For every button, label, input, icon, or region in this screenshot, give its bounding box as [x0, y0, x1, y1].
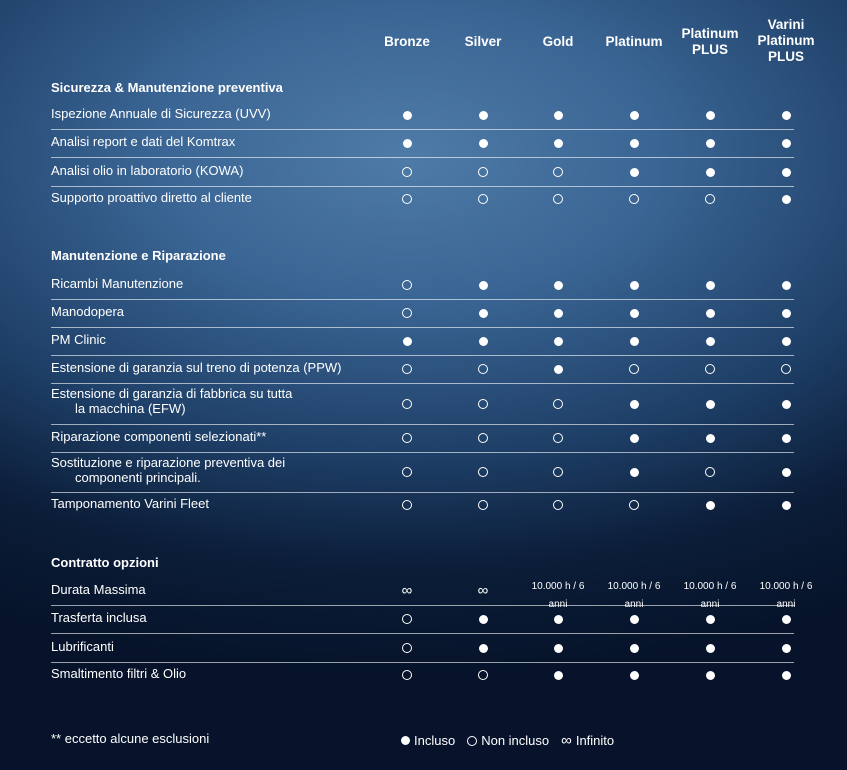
row-value: [372, 430, 442, 448]
row-label-line1: Riparazione componenti selezionati**: [51, 429, 267, 444]
row-value: [599, 464, 669, 482]
row-value: [599, 277, 669, 295]
included-dot-icon: [782, 501, 791, 510]
included-dot-icon: [403, 111, 412, 120]
included-dot-icon: [706, 671, 715, 680]
row-value: [448, 361, 518, 379]
table-row: [51, 157, 794, 187]
not-included-circle-icon: [467, 736, 477, 746]
included-dot-icon: [706, 281, 715, 290]
not-included-circle-icon: [781, 364, 791, 374]
row-value: [599, 361, 669, 379]
table-row: [51, 452, 794, 493]
row-value: [751, 640, 821, 658]
row-label: [51, 386, 292, 416]
not-included-circle-icon: [478, 670, 488, 680]
row-label: [51, 360, 342, 375]
included-dot-icon: [630, 168, 639, 177]
row-value: [523, 640, 593, 658]
included-dot-icon: [706, 168, 715, 177]
included-dot-icon: [630, 281, 639, 290]
row-label-line1: Sostituzione e riparazione preventiva dei: [51, 455, 286, 470]
row-value: [523, 135, 593, 153]
included-dot-icon: [782, 309, 791, 318]
duration-text: 10.000 h / 6 anni: [759, 581, 813, 610]
row-value: [448, 430, 518, 448]
included-dot-icon: [554, 644, 563, 653]
row-value: [448, 640, 518, 658]
row-value: [523, 107, 593, 125]
not-included-circle-icon: [629, 194, 639, 204]
section-title: Contratto opzioni: [51, 555, 159, 570]
table-row: [51, 186, 794, 212]
row-label-line2: componenti principali.: [75, 470, 201, 485]
row-value: [751, 333, 821, 351]
row-value: [751, 497, 821, 515]
row-label-line1: Estensione di garanzia sul treno di potenza (PPW): [51, 360, 342, 375]
tier-header: Platinum PLUS: [681, 26, 739, 57]
infinity-icon: ∞: [477, 582, 489, 599]
row-value: [523, 611, 593, 629]
included-dot-icon: [630, 671, 639, 680]
included-dot-icon: [630, 337, 639, 346]
included-dot-icon: [630, 111, 639, 120]
included-dot-icon: [782, 111, 791, 120]
row-value: [372, 164, 442, 182]
table-row: [51, 327, 794, 356]
row-value: [751, 396, 821, 414]
row-value: [448, 582, 518, 600]
included-dot-icon: [630, 615, 639, 624]
not-included-circle-icon: [402, 467, 412, 477]
included-dot-icon: [782, 434, 791, 443]
included-dot-icon: [630, 400, 639, 409]
row-label-line1: Durata Massima: [51, 582, 146, 597]
row-value: [675, 464, 745, 482]
included-dot-icon: [479, 111, 488, 120]
row-value: [448, 107, 518, 125]
row-label-line1: PM Clinic: [51, 332, 106, 347]
row-label: [51, 455, 285, 485]
row-value: [675, 497, 745, 515]
row-value: [523, 164, 593, 182]
not-included-circle-icon: [478, 364, 488, 374]
row-value: [448, 611, 518, 629]
not-included-circle-icon: [705, 364, 715, 374]
included-dot-icon: [706, 111, 715, 120]
included-dot-icon: [403, 337, 412, 346]
not-included-circle-icon: [402, 280, 412, 290]
row-value: [372, 497, 442, 515]
row-value: [599, 497, 669, 515]
row-label: [51, 276, 183, 291]
row-value: [372, 277, 442, 295]
included-dot-icon: [630, 139, 639, 148]
row-value: [448, 164, 518, 182]
row-label: [51, 190, 252, 205]
table-row: [51, 101, 794, 130]
row-value: [751, 277, 821, 295]
row-label: [51, 163, 243, 178]
tier-header: Bronze: [384, 34, 430, 49]
table-row: [51, 662, 794, 688]
table-row: [51, 355, 794, 384]
not-included-circle-icon: [705, 467, 715, 477]
not-included-circle-icon: [478, 500, 488, 510]
table-row: [51, 605, 794, 634]
row-label: [51, 304, 124, 319]
not-included-circle-icon: [402, 670, 412, 680]
included-dot-icon: [554, 337, 563, 346]
included-dot-icon: [782, 671, 791, 680]
row-value: [675, 277, 745, 295]
not-included-circle-icon: [478, 467, 488, 477]
row-value: [448, 464, 518, 482]
included-dot-icon: [782, 644, 791, 653]
not-included-circle-icon: [402, 433, 412, 443]
row-label: [51, 639, 114, 654]
legend-included: Incluso: [414, 733, 456, 748]
row-value: [523, 430, 593, 448]
not-included-circle-icon: [553, 433, 563, 443]
duration-text: 10.000 h / 6 anni: [607, 581, 661, 610]
not-included-circle-icon: [402, 500, 412, 510]
row-label-line1: Analisi report e dati del Komtrax: [51, 134, 236, 149]
row-value: [372, 667, 442, 685]
row-label: [51, 496, 209, 511]
row-label-line1: Lubrificanti: [51, 639, 114, 654]
not-included-circle-icon: [553, 500, 563, 510]
row-value: [675, 135, 745, 153]
row-value: [599, 640, 669, 658]
tier-header: Gold: [542, 34, 574, 49]
row-value: [751, 164, 821, 182]
row-value: [675, 430, 745, 448]
row-value: [523, 333, 593, 351]
row-value: [523, 305, 593, 323]
included-dot-icon: [706, 400, 715, 409]
row-label: [51, 429, 266, 444]
row-label-line2: la macchina (EFW): [75, 401, 186, 416]
not-included-circle-icon: [478, 194, 488, 204]
included-dot-icon: [706, 501, 715, 510]
row-value: [599, 667, 669, 685]
included-dot-icon: [479, 139, 488, 148]
included-dot-icon: [706, 309, 715, 318]
row-value: [448, 497, 518, 515]
not-included-circle-icon: [478, 433, 488, 443]
included-dot-icon: [479, 337, 488, 346]
row-value: [372, 361, 442, 379]
row-label-line1: Analisi olio in laboratorio (KOWA): [51, 163, 244, 178]
row-value: [751, 107, 821, 125]
row-value: [523, 277, 593, 295]
row-value: [599, 191, 669, 209]
row-label: [51, 134, 235, 149]
included-dot-icon: [782, 337, 791, 346]
row-label: [51, 666, 186, 681]
row-value: [448, 277, 518, 295]
included-dot-icon: [782, 615, 791, 624]
row-value: [372, 135, 442, 153]
included-dot-icon: [403, 139, 412, 148]
table-row: [51, 383, 794, 425]
row-value: [751, 361, 821, 379]
row-label: [51, 610, 147, 625]
included-dot-icon: [782, 168, 791, 177]
row-value: [372, 464, 442, 482]
row-value: [372, 107, 442, 125]
included-dot-icon: [706, 615, 715, 624]
not-included-circle-icon: [553, 399, 563, 409]
duration-text: 10.000 h / 6 anni: [683, 581, 737, 610]
row-value: [599, 164, 669, 182]
row-label-line1: Manodopera: [51, 304, 124, 319]
row-value: [751, 191, 821, 209]
row-value: [675, 305, 745, 323]
included-dot-icon: [554, 615, 563, 624]
not-included-circle-icon: [553, 467, 563, 477]
not-included-circle-icon: [629, 500, 639, 510]
table-row: [51, 270, 794, 300]
row-value: [675, 667, 745, 685]
not-included-circle-icon: [553, 194, 563, 204]
row-value: [523, 191, 593, 209]
included-dot-icon: [706, 139, 715, 148]
row-value: [751, 611, 821, 629]
row-value: [751, 464, 821, 482]
included-dot-icon: [782, 281, 791, 290]
table-row: [51, 633, 794, 663]
included-dot-icon: [479, 281, 488, 290]
row-value: [372, 333, 442, 351]
row-label-line1: Ricambi Manutenzione: [51, 276, 184, 291]
not-included-circle-icon: [629, 364, 639, 374]
section-title: Sicurezza & Manutenzione preventiva: [51, 80, 283, 95]
row-value: [675, 191, 745, 209]
table-row: [51, 299, 794, 328]
not-included-circle-icon: [553, 167, 563, 177]
row-value: [599, 611, 669, 629]
included-dot-icon: [554, 139, 563, 148]
included-dot-icon: [554, 671, 563, 680]
row-value: [599, 135, 669, 153]
table-row: [51, 577, 813, 610]
duration-text: 10.000 h / 6 anni: [531, 581, 585, 610]
row-value: [372, 640, 442, 658]
row-value: [448, 396, 518, 414]
included-dot-icon: [630, 309, 639, 318]
included-dot-icon: [554, 309, 563, 318]
not-included-circle-icon: [478, 167, 488, 177]
row-value: [448, 135, 518, 153]
not-included-circle-icon: [402, 308, 412, 318]
legend: [401, 733, 622, 748]
row-label-line1: Estensione di garanzia di fabbrica su tutta: [51, 386, 293, 401]
included-dot-icon: [630, 644, 639, 653]
not-included-circle-icon: [705, 194, 715, 204]
row-label-line1: Smaltimento filtri & Olio: [51, 666, 187, 681]
row-label: [51, 106, 271, 121]
included-dot-icon: [554, 365, 563, 374]
row-value: [448, 333, 518, 351]
row-label: [51, 582, 146, 597]
infinity-icon: ∞: [561, 732, 572, 749]
included-dot-icon: [782, 400, 791, 409]
legend-not-included: Non incluso: [481, 733, 550, 748]
row-value: [599, 107, 669, 125]
row-value: [372, 305, 442, 323]
row-value: [523, 361, 593, 379]
legend-infinite: Infinito: [575, 733, 615, 748]
included-dot-icon: [479, 309, 488, 318]
row-label-line1: Tamponamento Varini Fleet: [51, 496, 210, 511]
row-label-line1: Trasferta inclusa: [51, 610, 147, 625]
not-included-circle-icon: [402, 167, 412, 177]
included-dot-icon: [630, 434, 639, 443]
row-value: [599, 396, 669, 414]
included-dot-icon: [782, 139, 791, 148]
footnote: ** eccetto alcune esclusioni: [51, 731, 210, 746]
table-row: [51, 129, 794, 158]
row-value: [751, 430, 821, 448]
row-value: [599, 305, 669, 323]
row-value: [675, 107, 745, 125]
not-included-circle-icon: [402, 194, 412, 204]
row-value: [675, 164, 745, 182]
row-value: [448, 191, 518, 209]
included-dot-icon: [479, 644, 488, 653]
included-dot-icon: [706, 434, 715, 443]
included-dot-icon: [706, 337, 715, 346]
included-dot-icon: [630, 468, 639, 477]
row-value: [372, 611, 442, 629]
row-label-line1: Ispezione Annuale di Sicurezza (UVV): [51, 106, 271, 121]
included-dot-icon: [782, 195, 791, 204]
row-value: [675, 611, 745, 629]
infinity-icon: ∞: [401, 582, 413, 599]
table-row: [51, 492, 794, 518]
row-value: [675, 333, 745, 351]
included-dot-icon: [782, 468, 791, 477]
row-value: [372, 396, 442, 414]
row-value: [523, 667, 593, 685]
row-value: [448, 667, 518, 685]
row-value: [675, 640, 745, 658]
row-value: [751, 135, 821, 153]
row-value: [372, 582, 442, 600]
not-included-circle-icon: [402, 399, 412, 409]
row-value: [751, 305, 821, 323]
not-included-circle-icon: [402, 364, 412, 374]
table-row: [51, 424, 794, 453]
row-value: [523, 464, 593, 482]
row-value: [675, 396, 745, 414]
row-value: [675, 361, 745, 379]
included-dot-icon: [554, 281, 563, 290]
row-value: [599, 333, 669, 351]
included-dot-icon: [706, 644, 715, 653]
tier-header: Silver: [464, 34, 502, 49]
tier-header: Varini Platinum PLUS: [757, 17, 815, 64]
row-value: [599, 430, 669, 448]
included-dot-icon: [479, 615, 488, 624]
row-value: [523, 396, 593, 414]
row-value: [523, 497, 593, 515]
tier-header: Platinum: [605, 34, 663, 49]
row-value: [372, 191, 442, 209]
not-included-circle-icon: [402, 614, 412, 624]
row-label-line1: Supporto proattivo diretto al cliente: [51, 190, 252, 205]
included-dot-icon: [401, 736, 410, 745]
section-title: Manutenzione e Riparazione: [51, 248, 226, 263]
not-included-circle-icon: [478, 399, 488, 409]
not-included-circle-icon: [402, 643, 412, 653]
row-value: [751, 667, 821, 685]
included-dot-icon: [554, 111, 563, 120]
row-label: [51, 332, 106, 347]
row-value: [448, 305, 518, 323]
